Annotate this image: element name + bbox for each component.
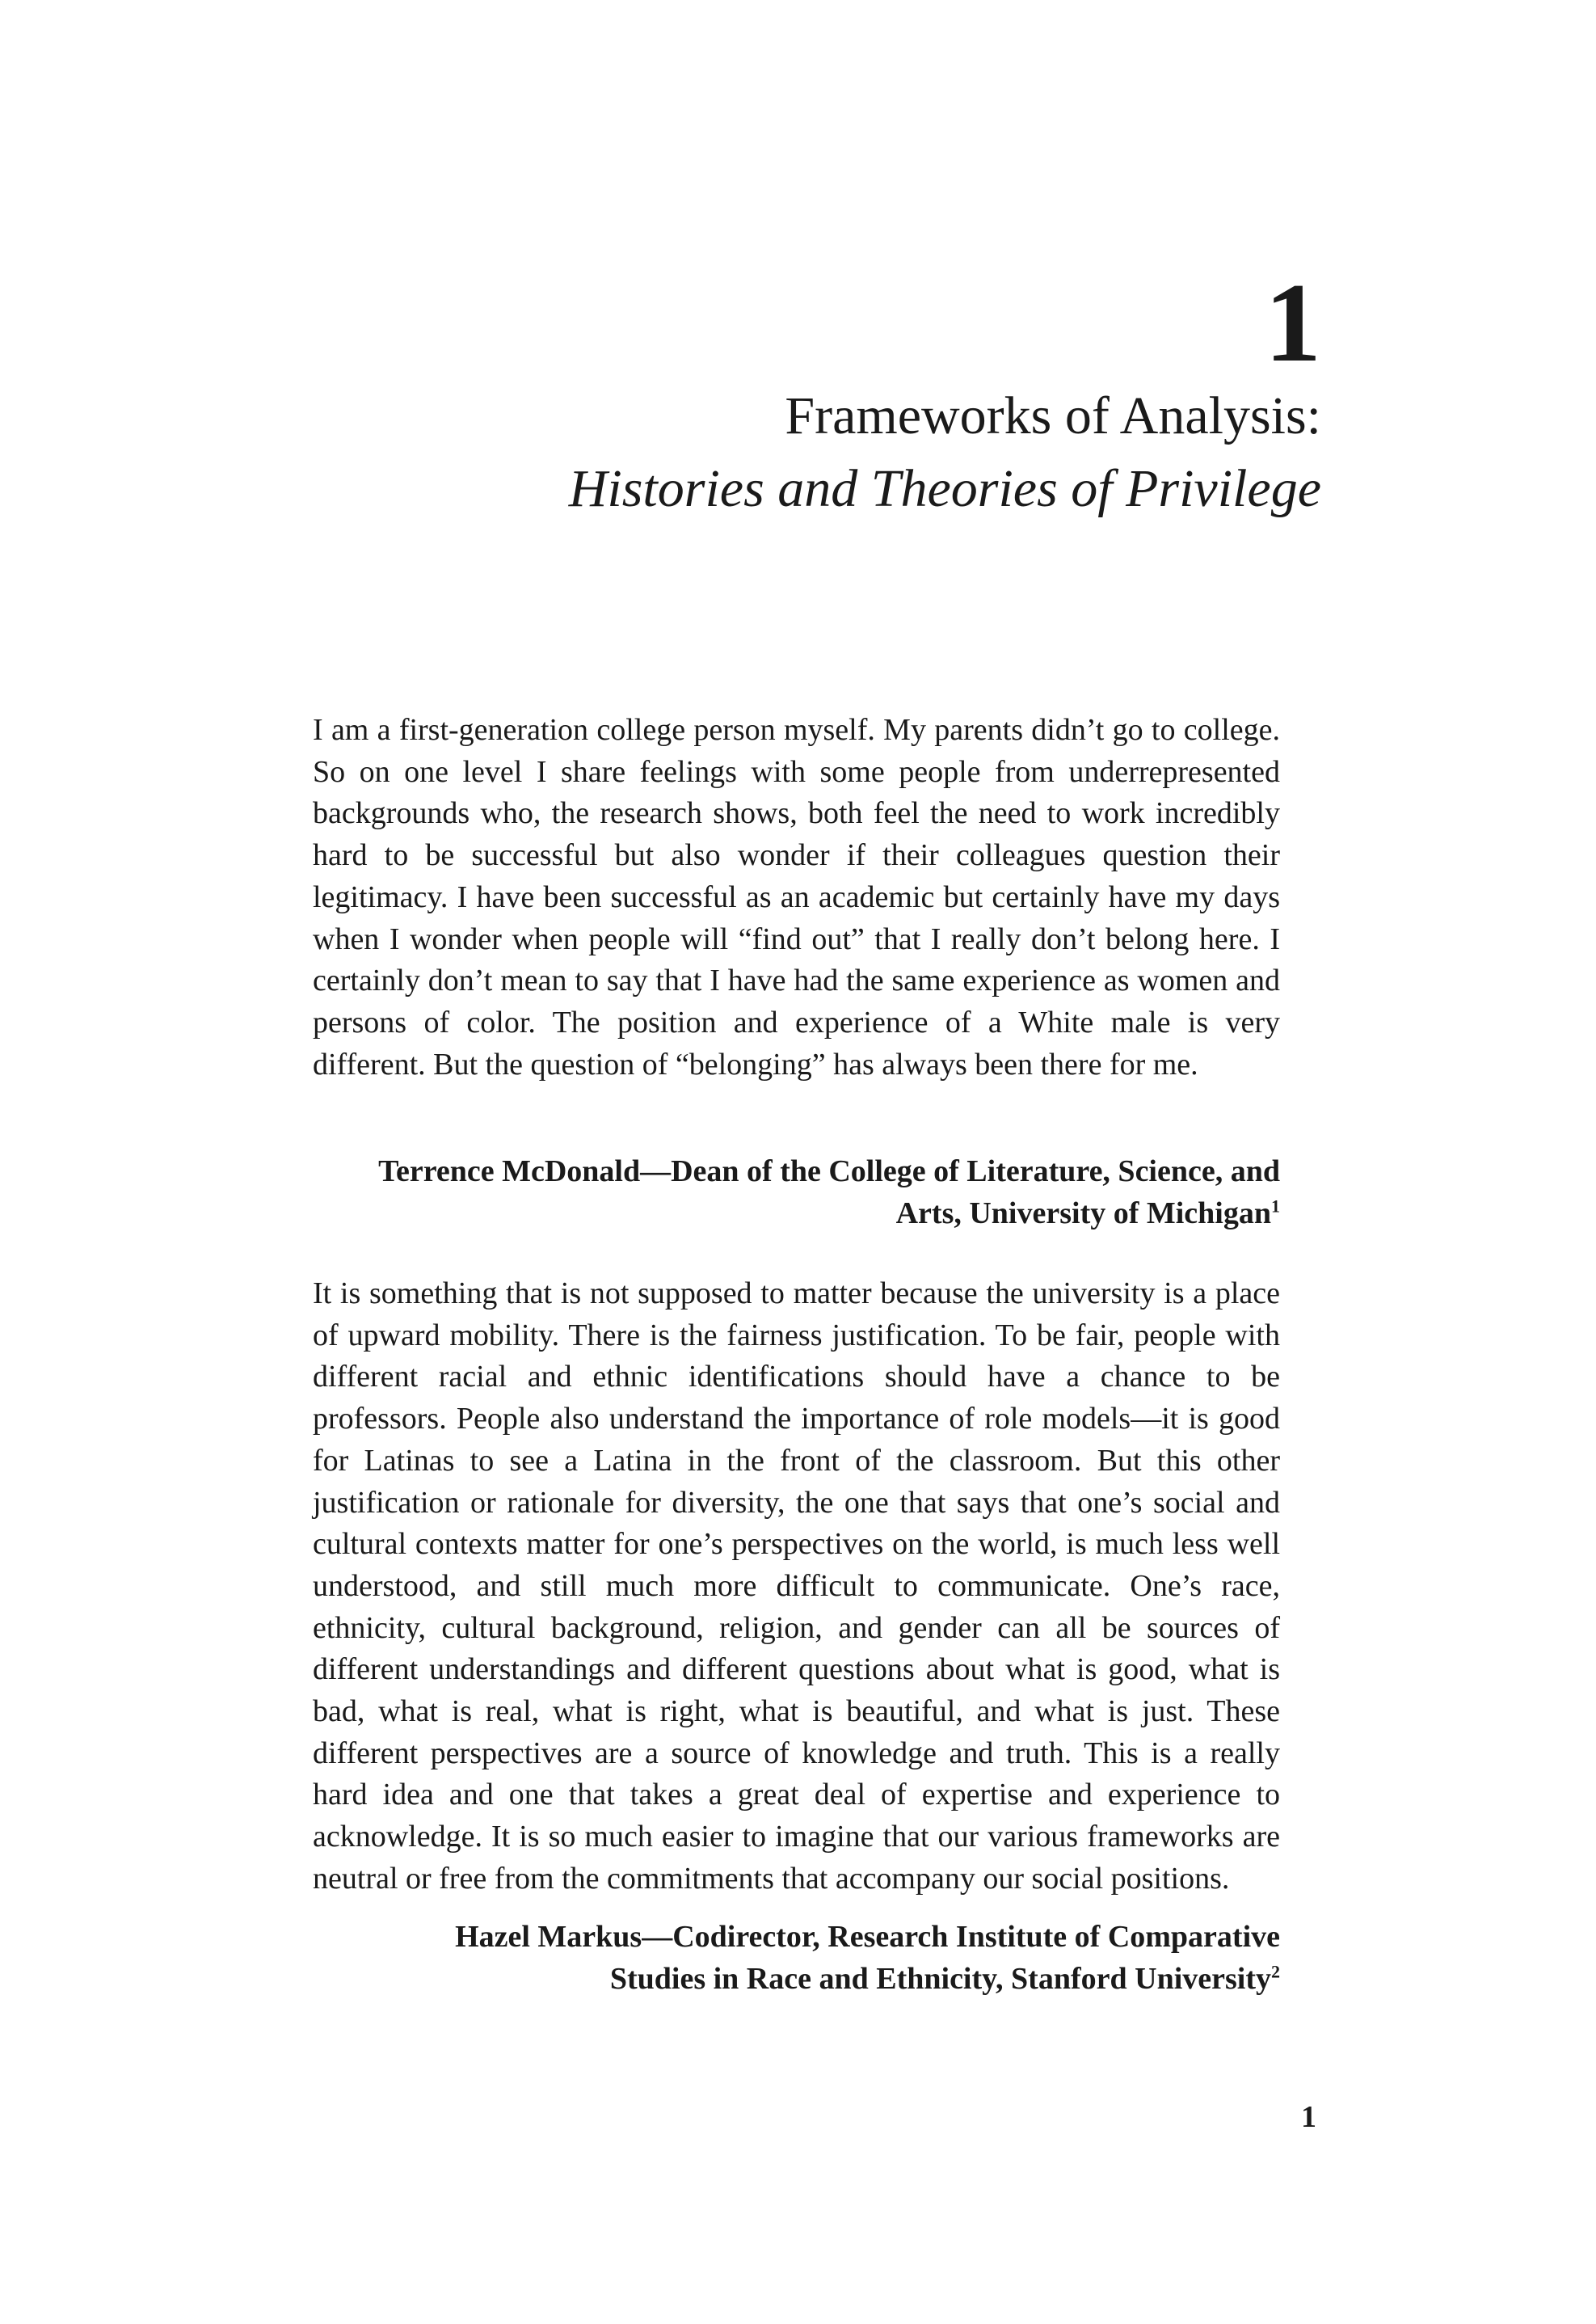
epigraph-2-attribution-line2: Studies in Race and Ethnicity, Stanford University xyxy=(609,1962,1271,1996)
epigraph-2-attribution xyxy=(313,1916,1280,2000)
footnote-marker-2: 2 xyxy=(1271,1961,1280,1982)
chapter-title-subtitle: Histories and Theories of Privilege xyxy=(568,459,1321,518)
epigraph-2-attribution-line1: Hazel Markus—Codirector, Research Institute of Comparative xyxy=(455,1920,1280,1954)
epigraph-2-text: It is something that is not supposed to matter because the university is a place of upward mobility. There is the fairness justification. To be fair, people with different racial and ethnic identifications should have a chance to be professors. People also understand the importance of role models—it is good for Latinas to see a Latina in the front of the classroom. But this other justification or rationale for diversity, the one that says that one’s social and cultural contexts matter for one’s perspectives on the world, is much less well understood, and still much more difficult to communicate. One’s race, ethnicity, cultural background, religion, and gender can all be sources of different understandings and different questions about what is good, what is bad, what is real, what is right, what is beautiful, and what is just. These different perspectives are a source of knowledge and truth. This is a really hard idea and one that takes a great deal of expertise and experience to acknowledge. It is so much easier to imagine that our various frameworks are neutral or free from the commitments that accompany our social positions. xyxy=(313,1276,1280,1896)
page-number: 1 xyxy=(1301,2100,1316,2134)
epigraph-1-text: I am a first-generation college person myself. My parents didn’t go to college. So on one level I share feelings with some people from underrepresented backgrounds who, the research shows, both feel the need to work incredibly hard to be successful but also wonder if their colleagues question their legitimacy. I have been successful as an academic but certainly have my days when I wonder when people will “find out” that I really don’t belong here. I certainly don’t mean to say that I have had the same experience as women and persons of color. The position and experience of a White male is very different. But the question of “belonging” has always been there for me. xyxy=(313,713,1280,1082)
epigraph-1-attribution-line1: Terrence McDonald—Dean of the College of Literature, Science, and xyxy=(378,1154,1280,1188)
footnote-marker-1: 1 xyxy=(1271,1196,1280,1217)
chapter-title-main: Frameworks of Analysis: xyxy=(785,386,1321,445)
chapter-title xyxy=(190,380,1321,525)
epigraph-1-attribution xyxy=(313,1150,1280,1234)
epigraph-1-attribution-line2: Arts, University of Michigan xyxy=(895,1196,1271,1230)
chapter-number: 1 xyxy=(1265,260,1321,386)
